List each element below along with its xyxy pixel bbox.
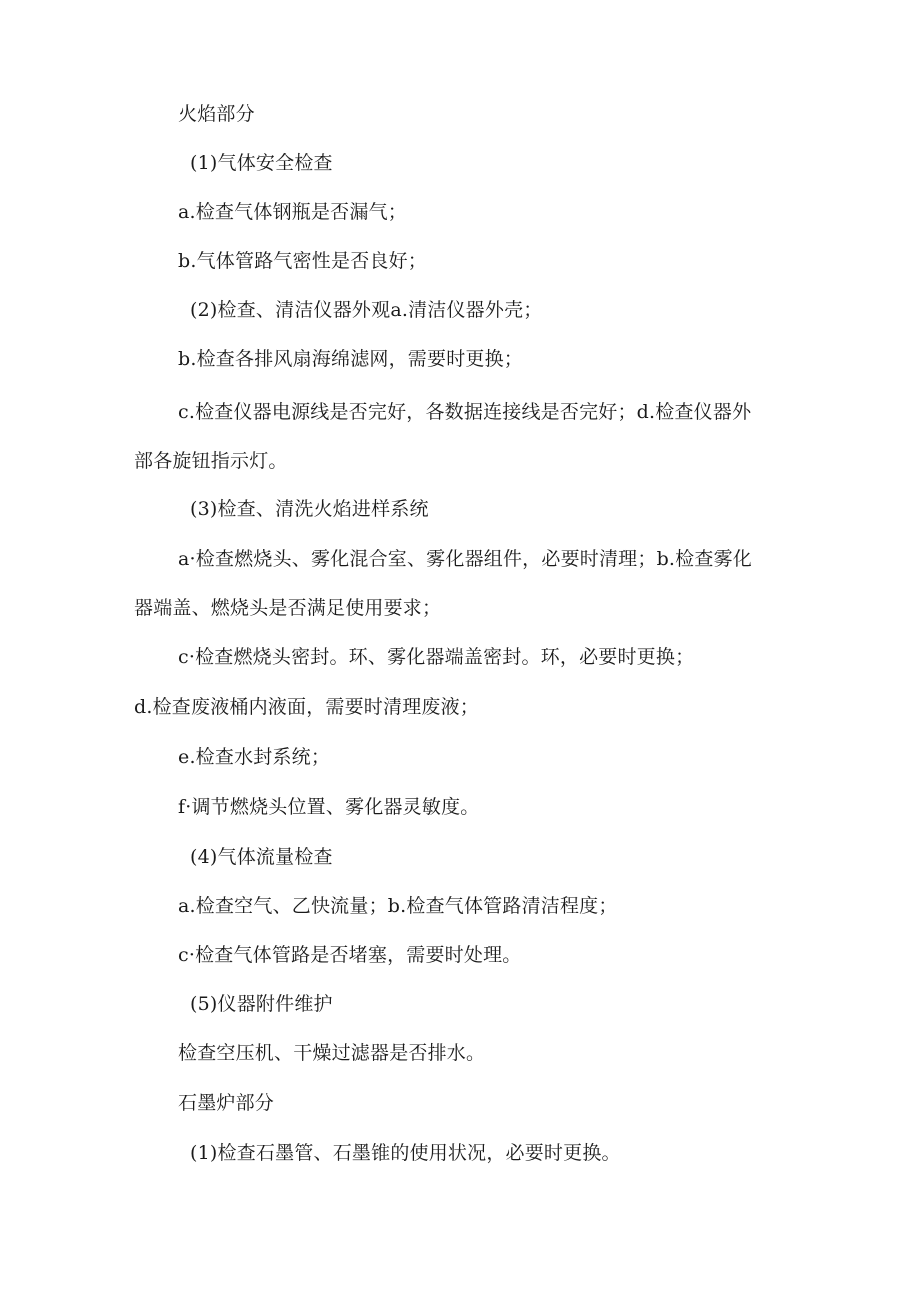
section-heading-graphite-furnace: 石墨炉部分 xyxy=(178,1092,275,1114)
paragraph-line: e.检查水封系统； xyxy=(178,746,331,768)
paragraph-line: c.检查仪器电源线是否完好，各数据连接线是否完好；d.检查仪器外 xyxy=(178,401,752,423)
paragraph-line: a.检查空气、乙快流量；b.检查气体管路清洁程度； xyxy=(178,895,618,917)
section-heading-flame: 火焰部分 xyxy=(178,103,255,125)
subsection-gas-flow: (4)气体流量检查 xyxy=(190,846,333,868)
paragraph-line: 器端盖、燃烧头是否满足使用要求； xyxy=(134,597,442,619)
subsection-gas-safety: (1)气体安全检查 xyxy=(190,152,333,174)
paragraph-line: a·检查燃烧头、雾化混合室、雾化器组件，必要时清理；b.检查雾化 xyxy=(178,548,752,570)
paragraph-line: f·调节燃烧头位置、雾化器灵敏度。 xyxy=(178,796,480,818)
subsection-accessories: (5)仪器附件维护 xyxy=(190,993,333,1015)
paragraph-line: b.气体管路气密性是否良好； xyxy=(178,250,428,272)
paragraph-line: 部各旋钮指示灯。 xyxy=(134,450,288,472)
paragraph-line: c·检查燃烧头密封。环、雾化器端盖密封。环，必要时更换； xyxy=(178,646,695,668)
paragraph-line: c·检查气体管路是否堵塞，需要时处理。 xyxy=(178,944,522,966)
subsection-flame-intake: (3)检查、清洗火焰进样系统 xyxy=(190,498,429,520)
paragraph-line: b.检查各排风扇海绵滤网，需要时更换； xyxy=(178,348,524,370)
paragraph-line: d.检查废液桶内液面，需要时清理废液； xyxy=(134,696,480,718)
paragraph-line: 检查空压机、干燥过滤器是否排水。 xyxy=(178,1042,486,1064)
paragraph-line: a.检查气体钢瓶是否漏气； xyxy=(178,201,407,223)
subsection-graphite-tube: (1)检查石墨管、石墨锥的使用状况，必要时更换。 xyxy=(190,1142,621,1164)
subsection-exterior: (2)检查、清洁仪器外观a.清洁仪器外壳； xyxy=(190,299,543,321)
